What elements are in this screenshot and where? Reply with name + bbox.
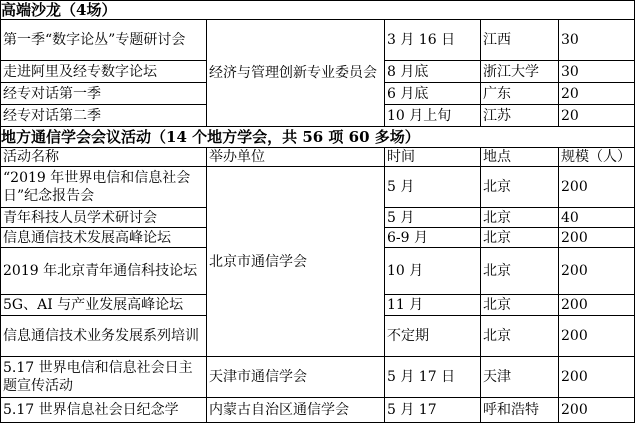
event-place: 广东 bbox=[481, 83, 559, 105]
column-header: 规模（人） bbox=[559, 148, 635, 167]
event-place: 北京 bbox=[481, 295, 559, 316]
event-place: 北京 bbox=[481, 167, 559, 208]
event-name: 青年科技人员学术研讨会 bbox=[1, 208, 207, 228]
event-place: 天津 bbox=[481, 357, 559, 398]
event-name: 走进阿里及经专数字论坛 bbox=[1, 61, 207, 83]
organizer: 天津市通信学会 bbox=[207, 357, 385, 398]
section-row bbox=[1, 127, 635, 148]
event-place: 北京 bbox=[481, 248, 559, 295]
table-row bbox=[1, 398, 635, 423]
column-header: 时间 bbox=[385, 148, 481, 167]
event-place: 江西 bbox=[481, 20, 559, 61]
section-heading-salon: 高端沙龙（4场） bbox=[1, 1, 635, 20]
event-name: 经专对话第一季 bbox=[1, 83, 207, 105]
event-time: 11 月 bbox=[385, 295, 481, 316]
event-place: 北京 bbox=[481, 228, 559, 248]
organizer: 经济与管理创新专业委员会 bbox=[207, 20, 385, 127]
event-scale: 200 bbox=[559, 357, 635, 398]
event-place: 呼和浩特 bbox=[481, 398, 559, 423]
event-time: 不定期 bbox=[385, 316, 481, 357]
event-name: 2019 年北京青年通信科技论坛 bbox=[1, 248, 207, 295]
event-time: 10 月上旬 bbox=[385, 105, 481, 127]
event-name: 5.17 世界信息社会日纪念学 bbox=[1, 398, 207, 423]
event-scale: 200 bbox=[559, 228, 635, 248]
event-time: 3 月 16 日 bbox=[385, 20, 481, 61]
event-time: 5 月 17 日 bbox=[385, 357, 481, 398]
event-name: 信息通信技术业务发展系列培训 bbox=[1, 316, 207, 357]
event-time: 6-9 月 bbox=[385, 228, 481, 248]
event-place: 浙江大学 bbox=[481, 61, 559, 83]
header-row bbox=[1, 148, 635, 167]
event-name: 5G、AI 与产业发展高峰论坛 bbox=[1, 295, 207, 316]
event-name: “2019 年世界电信和信息社会日”纪念报告会 bbox=[1, 167, 207, 208]
event-time: 5 月 17 bbox=[385, 398, 481, 423]
column-header: 活动名称 bbox=[1, 148, 207, 167]
event-scale: 200 bbox=[559, 398, 635, 423]
event-time: 5 月 bbox=[385, 167, 481, 208]
event-time: 8 月底 bbox=[385, 61, 481, 83]
event-scale: 20 bbox=[559, 83, 635, 105]
event-time: 6 月底 bbox=[385, 83, 481, 105]
event-scale: 30 bbox=[559, 20, 635, 61]
table-row bbox=[1, 357, 635, 398]
table-row bbox=[1, 20, 635, 61]
event-name: 经专对话第二季 bbox=[1, 105, 207, 127]
organizer: 北京市通信学会 bbox=[207, 167, 385, 357]
event-scale: 200 bbox=[559, 248, 635, 295]
event-scale: 200 bbox=[559, 167, 635, 208]
event-time: 5 月 bbox=[385, 208, 481, 228]
organizer: 内蒙古自治区通信学会 bbox=[207, 398, 385, 423]
event-scale: 20 bbox=[559, 105, 635, 127]
column-header: 举办单位 bbox=[207, 148, 385, 167]
event-scale: 200 bbox=[559, 316, 635, 357]
event-name: 5.17 世界电信和信息社会日主题宣传活动 bbox=[1, 357, 207, 398]
event-scale: 200 bbox=[559, 295, 635, 316]
event-name: 信息通信技术发展高峰论坛 bbox=[1, 228, 207, 248]
event-scale: 40 bbox=[559, 208, 635, 228]
event-time: 10 月 bbox=[385, 248, 481, 295]
event-name: 第一季“数字论丛”专题研讨会 bbox=[1, 20, 207, 61]
event-place: 北京 bbox=[481, 316, 559, 357]
event-place: 江苏 bbox=[481, 105, 559, 127]
column-header: 地点 bbox=[481, 148, 559, 167]
section-heading-local: 地方通信学会会议活动（14 个地方学会，共 56 项 60 多场） bbox=[1, 127, 635, 148]
event-place: 北京 bbox=[481, 208, 559, 228]
table-row bbox=[1, 167, 635, 208]
section-row bbox=[1, 1, 635, 20]
event-scale: 30 bbox=[559, 61, 635, 83]
